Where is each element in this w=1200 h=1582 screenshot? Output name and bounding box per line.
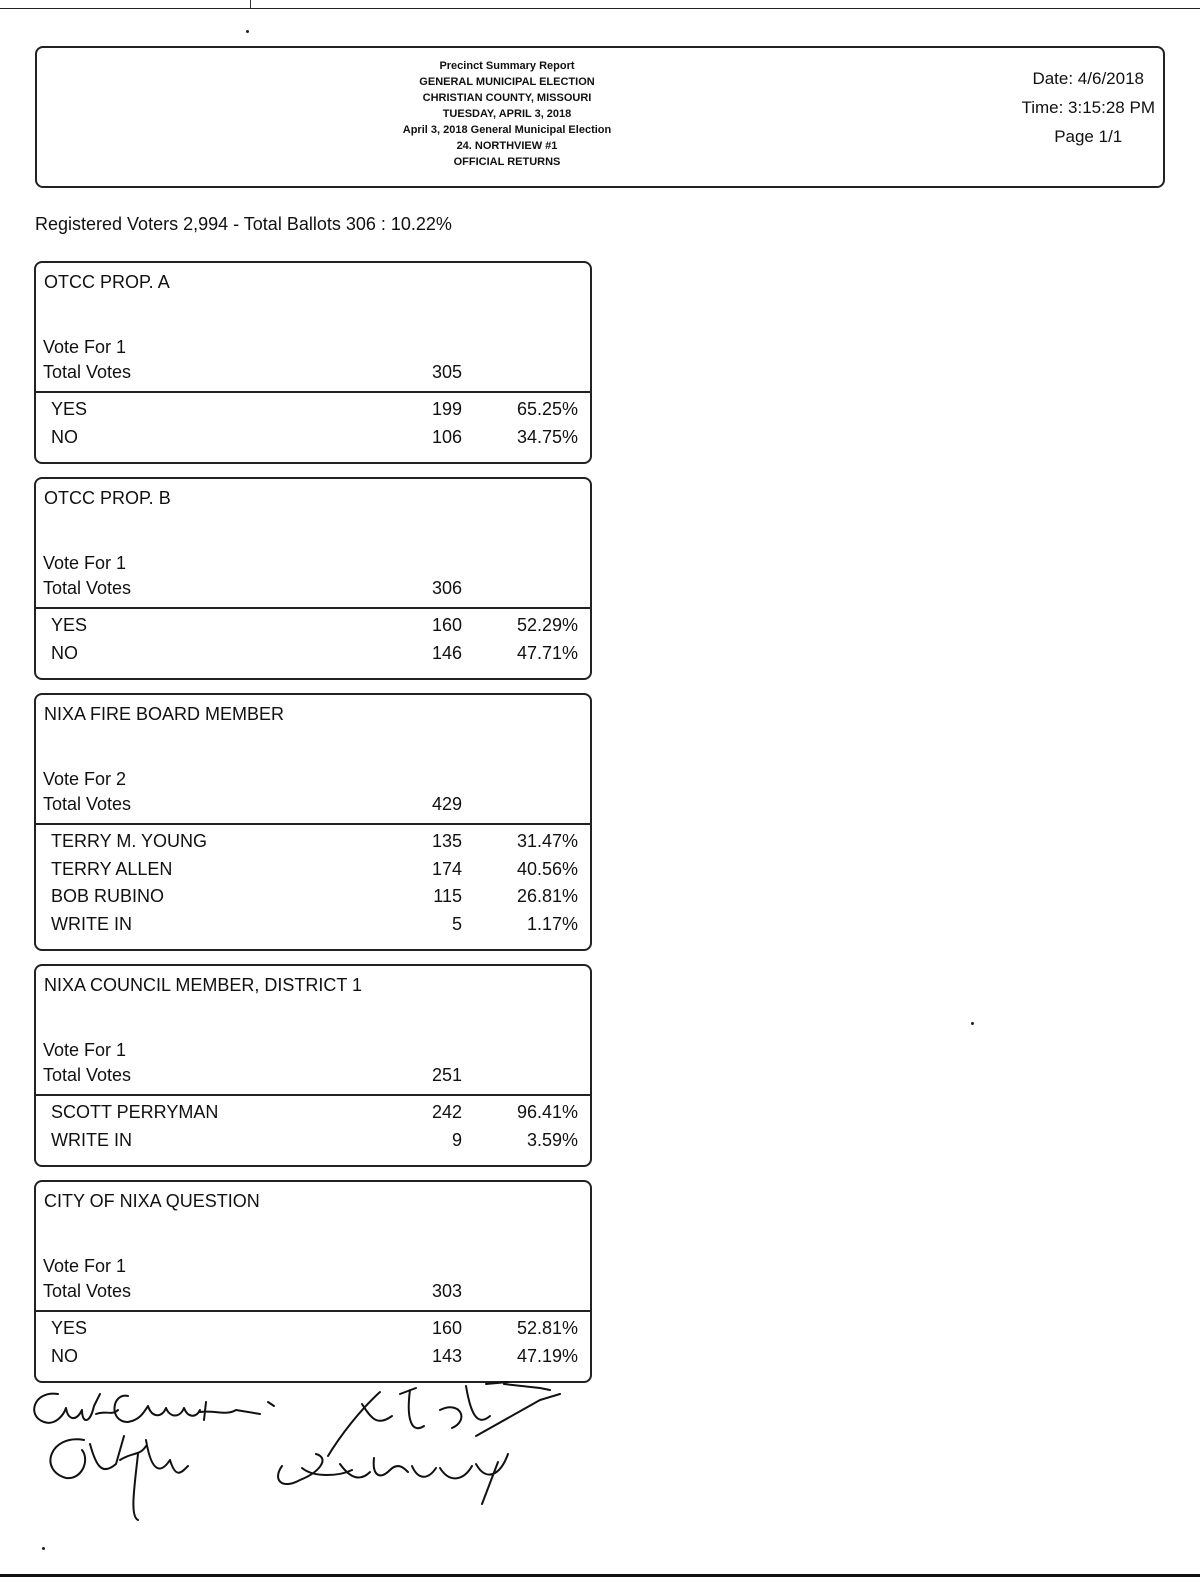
contest-title: NIXA FIRE BOARD MEMBER <box>44 704 285 724</box>
report-meta <box>1021 64 1155 151</box>
choice-votes: 160 <box>431 615 462 635</box>
choice-percent: 52.29% <box>516 615 578 635</box>
vote-for-label: Vote For 1 <box>43 1040 127 1060</box>
top-rule <box>0 8 1200 9</box>
total-votes-label: Total Votes <box>43 1065 132 1085</box>
bottom-rule <box>0 1574 1200 1577</box>
election-name: GENERAL MUNICIPAL ELECTION <box>419 76 595 88</box>
choice-percent: 34.75% <box>516 426 578 447</box>
choice-list <box>36 1102 590 1157</box>
election-full-name: April 3, 2018 General Municipal Election <box>402 124 612 136</box>
contest-box <box>34 693 592 951</box>
page-number: Page 1/1 <box>1054 127 1123 146</box>
choice-row <box>36 427 590 455</box>
vote-for-label: Vote For 2 <box>43 769 127 789</box>
contest-box <box>34 1180 592 1383</box>
choice-list <box>36 831 590 941</box>
choice-row <box>36 1318 590 1346</box>
signature-don-ramsey <box>278 1454 508 1504</box>
choice-list <box>36 615 590 670</box>
scan-speck <box>971 1022 974 1025</box>
choice-votes: 9 <box>451 1129 462 1150</box>
contest-title: NIXA COUNCIL MEMBER, DISTRICT 1 <box>44 975 363 995</box>
returns-status: OFFICIAL RETURNS <box>453 156 561 168</box>
choice-list <box>36 399 590 454</box>
total-votes-value: 429 <box>431 794 462 814</box>
total-votes-label: Total Votes <box>43 578 132 598</box>
contest-box <box>34 964 592 1167</box>
choice-list <box>36 1318 590 1373</box>
choice-name: YES <box>51 399 88 419</box>
choice-row <box>36 643 590 671</box>
choice-row <box>36 831 590 859</box>
choice-name: BOB RUBINO <box>51 886 165 906</box>
choice-row <box>36 886 590 914</box>
choice-name: TERRY ALLEN <box>51 858 173 879</box>
choice-votes: 242 <box>431 1102 462 1122</box>
contest-divider <box>36 391 590 393</box>
choice-row <box>36 859 590 887</box>
choice-percent: 47.71% <box>516 642 578 663</box>
choice-percent: 26.81% <box>516 886 578 906</box>
choice-percent: 40.56% <box>516 858 578 879</box>
choice-votes: 146 <box>431 642 462 663</box>
scan-speck <box>246 30 249 33</box>
choice-row <box>36 615 590 643</box>
choice-name: YES <box>51 615 88 635</box>
vote-for-label: Vote For 1 <box>43 1256 127 1276</box>
contest-divider <box>36 1310 590 1312</box>
signature-second-left <box>50 1436 188 1520</box>
total-votes-label: Total Votes <box>43 1281 132 1301</box>
signature-tim-todd <box>328 1382 560 1456</box>
choice-percent: 1.17% <box>526 913 578 934</box>
choice-name: WRITE IN <box>51 913 132 934</box>
report-date: Date: 4/6/2018 <box>1032 69 1144 88</box>
vote-for-label: Vote For 1 <box>43 553 127 573</box>
precinct-name: 24. NORTHVIEW #1 <box>456 140 558 152</box>
contest-title: CITY OF NIXA QUESTION <box>44 1191 260 1211</box>
choice-percent: 52.81% <box>516 1318 578 1338</box>
choice-percent: 3.59% <box>526 1129 578 1150</box>
contest-title: OTCC PROP. B <box>44 488 171 508</box>
contest-title: OTCC PROP. A <box>44 272 170 292</box>
choice-votes: 5 <box>451 913 462 934</box>
choice-votes: 160 <box>431 1318 462 1338</box>
choice-row <box>36 1346 590 1374</box>
choice-row <box>36 1130 590 1158</box>
choice-name: NO <box>51 642 78 663</box>
choice-row <box>36 914 590 942</box>
official-signatures <box>20 1380 580 1560</box>
vote-for-label: Vote For 1 <box>43 337 127 357</box>
choice-percent: 31.47% <box>516 831 578 851</box>
contest-box <box>34 261 592 464</box>
total-votes-value: 306 <box>431 578 462 598</box>
total-votes-label: Total Votes <box>43 794 132 814</box>
signature-carla-essick <box>34 1394 274 1423</box>
choice-votes: 174 <box>431 858 462 879</box>
total-votes-label: Total Votes <box>43 362 132 382</box>
report-header <box>35 46 1165 188</box>
choice-name: SCOTT PERRYMAN <box>51 1102 219 1122</box>
top-paper-scrap <box>180 0 251 8</box>
total-votes-value: 251 <box>431 1065 462 1085</box>
choice-name: NO <box>51 426 78 447</box>
choice-votes: 115 <box>433 886 462 906</box>
choice-name: TERRY M. YOUNG <box>51 831 208 851</box>
contest-divider <box>36 823 590 825</box>
contest-divider <box>36 607 590 609</box>
choice-percent: 47.19% <box>516 1345 578 1366</box>
choice-votes: 106 <box>431 426 462 447</box>
report-time: Time: 3:15:28 PM <box>1021 98 1155 117</box>
choice-votes: 199 <box>431 399 462 419</box>
choice-name: WRITE IN <box>51 1129 132 1150</box>
report-title-block <box>337 58 677 170</box>
contest-divider <box>36 1094 590 1096</box>
total-votes-value: 305 <box>431 362 462 382</box>
choice-votes: 135 <box>431 831 462 851</box>
total-votes-value: 303 <box>431 1281 462 1301</box>
choice-row <box>36 399 590 427</box>
county-name: CHRISTIAN COUNTY, MISSOURI <box>422 92 592 104</box>
turnout-summary: Registered Voters 2,994 - Total Ballots 306 : 10.22% <box>35 214 452 234</box>
choice-name: YES <box>51 1318 88 1338</box>
election-date: TUESDAY, APRIL 3, 2018 <box>442 108 572 120</box>
choice-percent: 96.41% <box>516 1102 578 1122</box>
choice-name: NO <box>51 1345 78 1366</box>
choice-votes: 143 <box>431 1345 462 1366</box>
contest-box <box>34 477 592 680</box>
choice-percent: 65.25% <box>516 399 578 419</box>
choice-row <box>36 1102 590 1130</box>
report-title: Precinct Summary Report <box>439 60 575 72</box>
